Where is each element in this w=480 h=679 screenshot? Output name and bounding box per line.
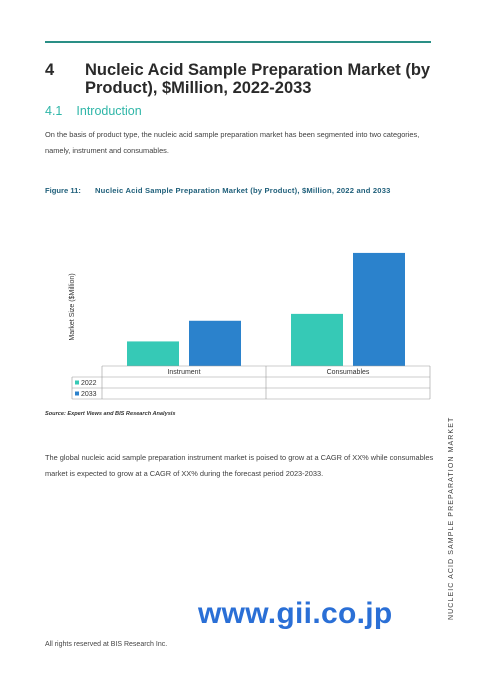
y-axis-label: Market Size ($Million): [69, 273, 76, 341]
chart-svg: [60, 230, 440, 410]
section-heading: Introduction: [76, 104, 142, 118]
analysis-paragraph: The global nucleic acid sample preparation instrument market is poised to grow at a CAGR of XX% while consumables market is expected to grow at a CAGR of XX% during the forecast period 2023-2033.: [45, 453, 434, 478]
intro-paragraph: On the basis of product type, the nucleic acid sample preparation market has been segmented into two categories, namely, instrument and consumables.: [45, 130, 420, 155]
side-running-header: NUCLEIC ACID SAMPLE PREPARATION MARKET: [448, 416, 455, 620]
chapter-heading: Nucleic Acid Sample Preparation Market (by Product), $Million, 2022-2033: [85, 61, 431, 97]
section-title: [45, 104, 142, 118]
bar-consumables-2033: [353, 253, 405, 366]
figure-title: Nucleic Acid Sample Preparation Market (by Product), $Million, 2022 and 2033: [95, 186, 391, 195]
legend-swatch-2033: [75, 392, 79, 396]
chapter-title: [45, 61, 435, 97]
bar-instrument-2033: [189, 321, 241, 366]
bar-instrument-2022: [127, 341, 179, 366]
figure-label: Figure 11:: [45, 186, 81, 195]
bar-consumables-2022: [291, 314, 343, 366]
category-label-instrument: Instrument: [167, 369, 201, 376]
top-rule: [45, 41, 431, 43]
legend-swatch-2022: [75, 381, 79, 385]
watermark-logo: www.gii.co.jp: [198, 597, 393, 630]
figure-caption: [45, 185, 445, 196]
legend-label-2022: 2022: [81, 380, 97, 387]
chapter-number: 4: [45, 61, 55, 79]
section-number: 4.1: [45, 104, 63, 118]
legend-label-2033: 2033: [81, 391, 97, 398]
footer-copyright: All rights reserved at BIS Research Inc.: [45, 641, 168, 648]
source-note: Source: Expert Views and BIS Research Analysis: [45, 411, 176, 417]
category-label-consumables: Consumables: [326, 369, 370, 376]
bar-chart: [60, 230, 440, 410]
